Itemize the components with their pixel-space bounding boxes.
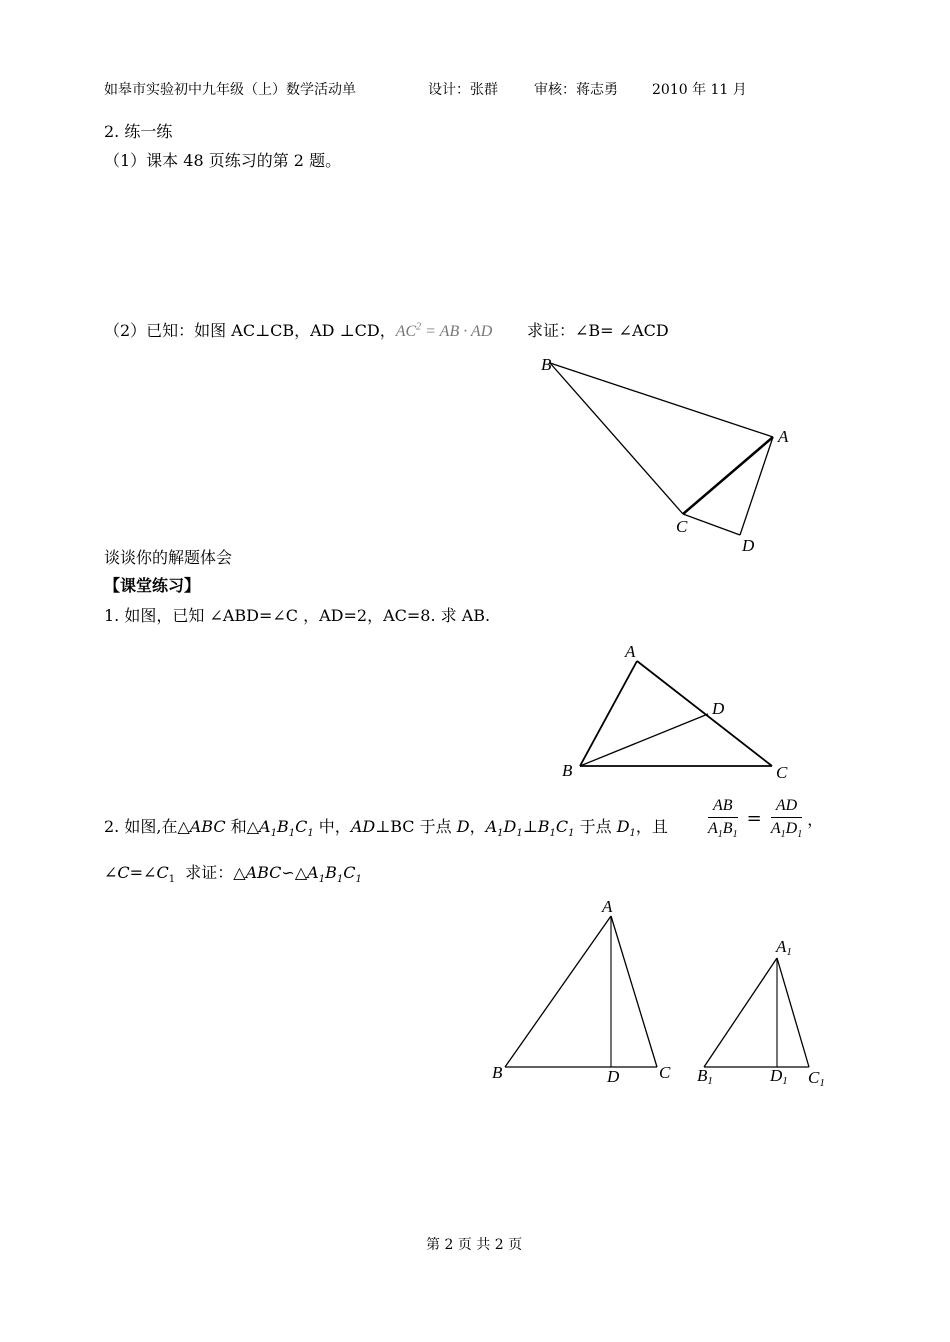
header-date: 2010 年 11 月: [652, 82, 747, 98]
fig3-label-b1: B1: [697, 1066, 713, 1087]
question-1: （1）课本 48 页练习的第 2 题。: [104, 151, 342, 170]
fig1-label-b: B: [541, 355, 552, 374]
practice-2-line-2: $\angle C=\angle C_1$ 求证：$\triangle ABC∽\triangle A_1B_1C_1$: [104, 863, 362, 886]
header-school: 如皋市实验初中九年级（上）数学活动单: [104, 82, 356, 98]
fig2-label-c: C: [776, 763, 788, 782]
fig2-label-d: D: [712, 699, 725, 718]
fig3-label-a1: A1: [776, 937, 792, 958]
fig2-label-b: B: [562, 761, 573, 780]
page-footer: 第 2 页 共 2 页: [426, 1237, 523, 1253]
fig3-label-d: D: [607, 1067, 620, 1086]
fraction-ad-a1d1: $\frac{AD}{A_1D_1}$: [770, 797, 803, 841]
question-2-prefix: （2）已知：如图 AC⊥CB，AD ⊥CD，: [104, 321, 396, 340]
fig3-label-a: A: [602, 897, 613, 916]
practice-2-line-1: 2. 如图,在△ABC 和$\triangle A_1B_1C_1$ 中，AD⊥BC 于点 D，$A_1D_1\perp B_1C_1$ 于点 $D_1$，且: [104, 817, 668, 840]
fig3-label-d1: D1: [770, 1066, 788, 1087]
fig3-segment-a1c1: [777, 958, 809, 1067]
header-review: 审核：蒋志勇: [534, 82, 618, 98]
fig1-label-c: C: [676, 517, 688, 536]
question-2-formula: $AC^2$ = AB · AD: [395, 321, 493, 340]
fig2-label-a: A: [625, 642, 636, 661]
fig1-label-a: A: [778, 427, 789, 446]
fig1-label-d: D: [742, 536, 755, 555]
fig3-label-c1: C1: [808, 1068, 825, 1089]
class-practice-heading: 【课堂练习】: [104, 576, 201, 595]
fig3-segment-ac: [611, 916, 657, 1067]
question-2-suffix: 求证：∠B= ∠ACD: [527, 321, 669, 340]
reflection-prompt: 谈谈你的解题体会: [104, 548, 233, 567]
fig3-segment-ab: [505, 916, 611, 1067]
fig3-segment-a1b1: [704, 958, 777, 1067]
fig3-label-b: B: [492, 1063, 503, 1082]
fig3-label-c: C: [659, 1063, 671, 1082]
ratio-fractions: $\frac{AB}{A_1B_1}$ = $\frac{AD}{A_1D_1}$ ，: [708, 797, 824, 841]
header-design: 设计：张群: [428, 82, 498, 98]
section-title: 2. 练一练: [104, 122, 173, 141]
fraction-ab-a1b1: $\frac{AB}{A_1B_1}$: [708, 797, 738, 841]
practice-1: 1. 如图，已知 ∠ABD=∠C ，AD=2，AC=8. 求 AB.: [104, 606, 491, 625]
